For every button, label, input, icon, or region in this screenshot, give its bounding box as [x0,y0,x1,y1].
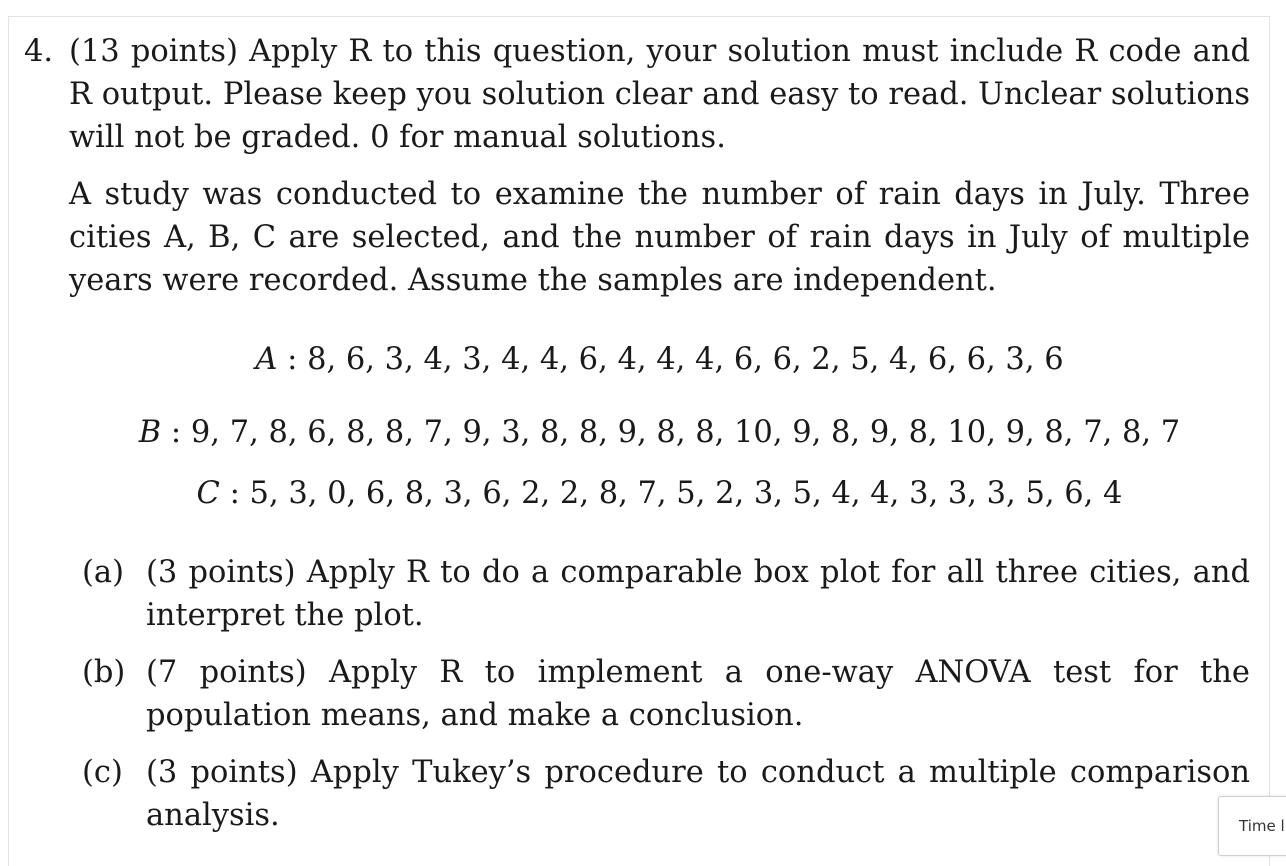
question-4 [24,30,1250,851]
part-c-text: (3 points) Apply Tukey’s procedure to conduct a multiple comparison analysis. [146,755,1250,833]
part-a-text: (3 points) Apply R to do a comparable box plot for all three cities, and interpret the plot. [146,555,1250,633]
data-row-a [69,338,1250,381]
data-label-a: A [255,342,278,377]
question-header [24,30,1250,159]
question-parts [82,551,1250,837]
question-intro: (13 points) Apply R to this question, your solution must include R code and R output. Please keep you solution clear and easy to read. Unclear solutions will not be graded. 0 for manual solutions. [69,34,1250,155]
part-b-text: (7 points) Apply R to implement a one-way ANOVA test for the population means, and make a conclusion. [146,655,1250,733]
part-b-label: (b) [82,655,126,690]
data-row-b [69,411,1250,454]
question-number: 4. [24,34,54,69]
data-label-c: C [196,476,220,511]
data-label-b: B [138,415,162,450]
data-values-c: : 5, 3, 0, 6, 8, 3, 6, 2, 2, 8, 7, 5, 2, 3, 5, 4, 4, 3, 3, 3, 5, 6, 4 [229,476,1123,511]
study-description: A study was conducted to examine the number of rain days in July. Three cities A, B, C are selected, and the number of rain days in July of multiple years were recorded. Assume the samples are independent. [69,177,1250,298]
time-left-label: Time l [1239,817,1285,835]
part-c [82,751,1250,837]
part-a [82,551,1250,637]
data-values-b: : 9, 7, 8, 6, 8, 8, 7, 9, 3, 8, 8, 9, 8, 8, 10, 9, 8, 9, 8, 10, 9, 8, 7, 8, 7 [170,415,1181,450]
data-row-c [69,472,1250,515]
part-b [82,651,1250,737]
data-values-a: : 8, 6, 3, 4, 3, 4, 4, 6, 4, 4, 4, 6, 6, 2, 5, 4, 6, 6, 3, 6 [287,342,1064,377]
part-a-label: (a) [82,555,124,590]
part-c-label: (c) [82,755,123,790]
time-left-widget[interactable] [1218,796,1286,856]
